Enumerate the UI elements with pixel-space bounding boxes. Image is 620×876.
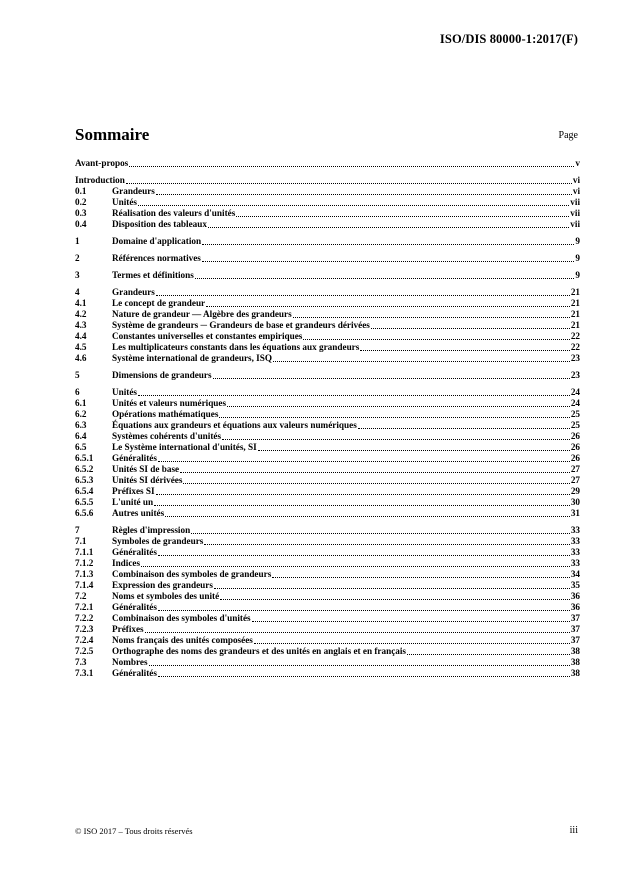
toc-dot-leader — [293, 309, 570, 318]
toc-entry-title: Grandeurs — [112, 186, 155, 196]
toc-entry[interactable] — [75, 536, 580, 547]
toc-entry-title: Grandeurs — [112, 287, 155, 297]
toc-entry-number: 6.4 — [75, 431, 87, 441]
toc-entry-page: 21 — [570, 309, 580, 319]
toc-dot-leader — [220, 591, 570, 600]
toc-dot-leader — [213, 370, 570, 379]
toc-entry-title: Système international de grandeurs, ISQ — [112, 353, 273, 363]
toc-entry-page: 38 — [570, 657, 580, 667]
toc-entry-title: Autres unités — [112, 508, 165, 518]
toc-entry-number: 6 — [75, 387, 80, 397]
toc-entry-title: Équations aux grandeurs et équations aux valeurs numériques — [112, 420, 357, 430]
toc-entry[interactable] — [75, 298, 580, 309]
toc-entry[interactable] — [75, 197, 580, 208]
toc-dot-leader — [358, 420, 570, 429]
toc-dot-leader — [272, 569, 570, 578]
toc-entry-number: 6.5.6 — [75, 508, 94, 518]
toc-entry-number: 6.1 — [75, 398, 87, 408]
toc-dot-leader — [145, 624, 570, 633]
toc-entry-title: Expression des grandeurs — [112, 580, 213, 590]
toc-entry-number: 4.6 — [75, 353, 87, 363]
toc-entry-title: Généralités — [112, 453, 157, 463]
toc-entry-number: 7.1.1 — [75, 547, 94, 557]
toc-entry-page: 30 — [570, 497, 580, 507]
page-column-label: Page — [558, 130, 578, 141]
toc-entry-title: Domaine d'application — [112, 236, 202, 246]
toc-entry-page: 38 — [570, 668, 580, 678]
toc-entry-page: 38 — [570, 646, 580, 656]
toc-entry-page: vii — [570, 197, 580, 207]
toc-entry[interactable] — [75, 158, 580, 169]
toc-entry-title: Orthographe des noms des grandeurs et des unités en anglais et en français — [112, 646, 407, 656]
toc-dot-leader — [360, 342, 569, 351]
toc-entry[interactable] — [75, 547, 580, 558]
toc-entry-title: Réalisation des valeurs d'unités — [112, 208, 236, 218]
toc-entry-page: 35 — [570, 580, 580, 590]
toc-entry-title: Le Système international d'unités, SI — [112, 442, 257, 452]
toc-entry-number: 7.2.3 — [75, 624, 94, 634]
toc-dot-leader — [156, 486, 570, 495]
toc-entry-page: 9 — [575, 236, 580, 246]
toc-entry-number: 2 — [75, 253, 80, 263]
toc-entry-number: 6.5.4 — [75, 486, 94, 496]
toc-entry[interactable] — [75, 646, 580, 657]
toc-entry[interactable] — [75, 453, 580, 464]
toc-entry-page: 24 — [570, 387, 580, 397]
toc-entry-number: 6.5.3 — [75, 475, 94, 485]
toc-entry-title: Indices — [112, 558, 141, 568]
toc-entry-number: 7.2.4 — [75, 635, 94, 645]
toc-entry-title: Généralités — [112, 668, 157, 678]
toc-entry[interactable] — [75, 353, 580, 364]
toc-entry-page: vi — [572, 175, 580, 185]
toc-dot-leader — [138, 387, 570, 396]
toc-dot-leader — [258, 442, 570, 451]
toc-entry-page: 23 — [570, 370, 580, 380]
toc-entry-page: 24 — [570, 398, 580, 408]
toc-dot-leader — [158, 668, 570, 677]
toc-dot-leader — [252, 613, 570, 622]
toc-entry-title: Unités SI de base — [112, 464, 180, 474]
toc-entry[interactable] — [75, 602, 580, 613]
toc-entry-number: 7.1.4 — [75, 580, 94, 590]
toc-entry-title: Règles d'impression — [112, 525, 191, 535]
toc-dot-leader — [158, 547, 570, 556]
toc-entry-page: 25 — [570, 409, 580, 419]
toc-dot-leader — [158, 453, 570, 462]
toc-entry-number: 3 — [75, 270, 80, 280]
toc-entry-page: 21 — [570, 320, 580, 330]
toc-entry-title: Combinaison des symboles d'unités — [112, 613, 251, 623]
toc-entry-page: 33 — [570, 536, 580, 546]
toc-entry-page: 31 — [570, 508, 580, 518]
toc-entry-page: 21 — [570, 287, 580, 297]
toc-entry-title: Systèmes cohérents d'unités — [112, 431, 222, 441]
toc-entry-page: 36 — [570, 591, 580, 601]
toc-dot-leader — [273, 353, 570, 362]
toc-entry[interactable] — [75, 558, 580, 569]
toc-entry-number: 7.1.3 — [75, 569, 94, 579]
toc-entry[interactable] — [75, 657, 580, 668]
toc-entry-page: 23 — [570, 353, 580, 363]
toc-entry-page: vii — [570, 219, 580, 229]
footer-copyright: © ISO 2017 – Tous droits réservés — [75, 826, 193, 836]
toc-dot-leader — [158, 602, 570, 611]
toc-entry[interactable] — [75, 253, 580, 264]
toc-entry-number: 6.3 — [75, 420, 87, 430]
toc-dot-leader — [129, 158, 574, 167]
toc-entry-number: 7.1.2 — [75, 558, 94, 568]
toc-entry-title: Unités SI dérivées — [112, 475, 183, 485]
toc-entry-title: Références normatives — [112, 253, 201, 263]
page-title: Sommaire — [75, 125, 150, 144]
toc-entry-number: 7.2.5 — [75, 646, 94, 656]
toc-entry-title: Généralités — [112, 602, 157, 612]
toc-entry-number: 4.2 — [75, 309, 87, 319]
toc-dot-leader — [206, 298, 570, 307]
toc-entry[interactable] — [75, 624, 580, 635]
toc-entry-page: 25 — [570, 420, 580, 430]
table-of-contents — [75, 158, 580, 679]
toc-entry[interactable] — [75, 186, 580, 197]
toc-entry-number: 6.5.2 — [75, 464, 94, 474]
toc-entry-number: 0.1 — [75, 186, 87, 196]
toc-entry[interactable] — [75, 309, 580, 320]
toc-dot-leader — [204, 536, 569, 545]
toc-entry-page: 34 — [570, 569, 580, 579]
toc-entry-title: Opérations mathématiques — [112, 409, 219, 419]
toc-entry[interactable] — [75, 320, 580, 331]
toc-entry-title: Préfixes SI — [112, 486, 155, 496]
toc-entry-title: Combinaison des symboles de grandeurs — [112, 569, 272, 579]
toc-entry-page: 26 — [570, 431, 580, 441]
toc-entry-title: Avant-propos — [75, 158, 129, 168]
toc-entry-title: Unités et valeurs numériques — [112, 398, 227, 408]
toc-entry-title: Nature de grandeur — Algèbre des grandeurs — [112, 309, 292, 319]
toc-entry-number: 7.3.1 — [75, 668, 94, 678]
toc-entry-title: Système de grandeurs ─ Grandeurs de base et grandeurs dérivées — [112, 320, 370, 330]
toc-entry[interactable] — [75, 464, 580, 475]
toc-entry-title: Noms français des unités composées — [112, 635, 253, 645]
toc-dot-leader — [195, 270, 575, 279]
toc-entry-page: 33 — [570, 547, 580, 557]
toc-entry-number: 4 — [75, 287, 80, 297]
toc-entry-page: 22 — [570, 342, 580, 352]
document-id: ISO/DIS 80000-1:2017(F) — [439, 32, 578, 46]
toc-entry-number: 7.2 — [75, 591, 87, 601]
toc-entry-page: 26 — [570, 453, 580, 463]
toc-entry-number: 4.3 — [75, 320, 87, 330]
toc-entry-page: 36 — [570, 602, 580, 612]
toc-entry[interactable] — [75, 236, 580, 247]
toc-entry-page: 21 — [570, 298, 580, 308]
toc-dot-leader — [227, 398, 570, 407]
toc-entry[interactable] — [75, 486, 580, 497]
toc-dot-leader — [156, 287, 570, 296]
toc-entry-page: 27 — [570, 475, 580, 485]
toc-entry-page: 37 — [570, 635, 580, 645]
toc-entry-number: 4.1 — [75, 298, 87, 308]
toc-dot-leader — [222, 431, 570, 440]
toc-entry-number: 0.2 — [75, 197, 87, 207]
toc-entry-title: Généralités — [112, 547, 157, 557]
toc-dot-leader — [141, 558, 570, 567]
toc-entry-number: 5 — [75, 370, 80, 380]
footer-page-number: iii — [569, 825, 578, 836]
toc-dot-leader — [254, 635, 570, 644]
toc-dot-leader — [183, 475, 569, 484]
toc-entry[interactable] — [75, 287, 580, 298]
toc-entry-page: 29 — [570, 486, 580, 496]
toc-entry-number: 0.3 — [75, 208, 87, 218]
toc-dot-leader — [202, 253, 575, 262]
toc-entry-page: 27 — [570, 464, 580, 474]
toc-entry-number: 4.5 — [75, 342, 87, 352]
toc-entry-title: L'unité un — [112, 497, 154, 507]
toc-entry-page: 37 — [570, 624, 580, 634]
toc-entry-number: 7.1 — [75, 536, 87, 546]
toc-dot-leader — [208, 219, 569, 228]
toc-entry-title: Symboles de grandeurs — [112, 536, 204, 546]
toc-entry-number: 0.4 — [75, 219, 87, 229]
toc-dot-leader — [149, 657, 570, 666]
toc-entry[interactable] — [75, 591, 580, 602]
toc-entry-page: 9 — [575, 253, 580, 263]
toc-dot-leader — [371, 320, 570, 329]
toc-entry-number: 6.2 — [75, 409, 87, 419]
toc-dot-leader — [303, 331, 569, 340]
toc-dot-leader — [126, 175, 572, 184]
toc-dot-leader — [180, 464, 570, 473]
toc-entry-title: Nombres — [112, 657, 148, 667]
toc-entry-number: 7.2.1 — [75, 602, 94, 612]
toc-entry-title: Constantes universelles et constantes empiriques — [112, 331, 303, 341]
toc-entry[interactable] — [75, 508, 580, 519]
toc-entry[interactable] — [75, 442, 580, 453]
toc-dot-leader — [219, 409, 569, 418]
toc-dot-leader — [407, 646, 570, 655]
toc-entry[interactable] — [75, 420, 580, 431]
toc-entry-number: 6.5.1 — [75, 453, 94, 463]
toc-dot-leader — [138, 197, 569, 206]
toc-entry[interactable] — [75, 387, 580, 398]
toc-entry-number: 7 — [75, 525, 80, 535]
toc-entry-title: Unités — [112, 197, 138, 207]
toc-entry-page: v — [575, 158, 580, 168]
toc-entry-page: 37 — [570, 613, 580, 623]
toc-entry-page: 33 — [570, 558, 580, 568]
toc-entry-page: 26 — [570, 442, 580, 452]
toc-entry[interactable] — [75, 398, 580, 409]
toc-entry[interactable] — [75, 208, 580, 219]
toc-entry-title: Unités — [112, 387, 138, 397]
toc-dot-leader — [154, 497, 570, 506]
toc-entry[interactable] — [75, 580, 580, 591]
toc-entry-title: Termes et définitions — [112, 270, 194, 280]
toc-entry-title: Disposition des tableaux — [112, 219, 207, 229]
toc-entry-title: Les multiplicateurs constants dans les équations aux grandeurs — [112, 342, 360, 352]
toc-entry-number: 1 — [75, 236, 80, 246]
toc-entry-number: 6.5.5 — [75, 497, 94, 507]
toc-entry-page: vii — [570, 208, 580, 218]
toc-entry[interactable] — [75, 569, 580, 580]
toc-entry[interactable] — [75, 525, 580, 536]
toc-dot-leader — [236, 208, 569, 217]
toc-entry[interactable] — [75, 270, 580, 281]
toc-entry-page: 9 — [575, 270, 580, 280]
toc-entry-number: 7.3 — [75, 657, 87, 667]
toc-entry[interactable] — [75, 175, 580, 186]
toc-entry[interactable] — [75, 635, 580, 646]
toc-entry[interactable] — [75, 668, 580, 679]
toc-entry-title: Dimensions de grandeurs — [112, 370, 212, 380]
toc-entry[interactable] — [75, 331, 580, 342]
toc-entry-title: Le concept de grandeur — [112, 298, 206, 308]
toc-entry[interactable] — [75, 370, 580, 381]
toc-entry-number: 6.5 — [75, 442, 87, 452]
toc-entry-title: Introduction — [75, 175, 125, 185]
toc-entry-page: vi — [572, 186, 580, 196]
toc-entry-page: 22 — [570, 331, 580, 341]
toc-entry-number: 7.2.2 — [75, 613, 94, 623]
toc-entry[interactable] — [75, 497, 580, 508]
toc-entry-title: Préfixes — [112, 624, 144, 634]
toc-entry-title: Noms et symboles des unité — [112, 591, 220, 601]
toc-dot-leader — [202, 236, 574, 245]
toc-entry[interactable] — [75, 219, 580, 230]
toc-dot-leader — [214, 580, 570, 589]
toc-entry[interactable] — [75, 475, 580, 486]
toc-entry[interactable] — [75, 431, 580, 442]
toc-entry[interactable] — [75, 342, 580, 353]
toc-entry[interactable] — [75, 409, 580, 420]
toc-entry[interactable] — [75, 613, 580, 624]
toc-entry-page: 33 — [570, 525, 580, 535]
toc-dot-leader — [156, 186, 572, 195]
toc-entry-number: 4.4 — [75, 331, 87, 341]
toc-dot-leader — [191, 525, 570, 534]
toc-dot-leader — [165, 508, 570, 517]
